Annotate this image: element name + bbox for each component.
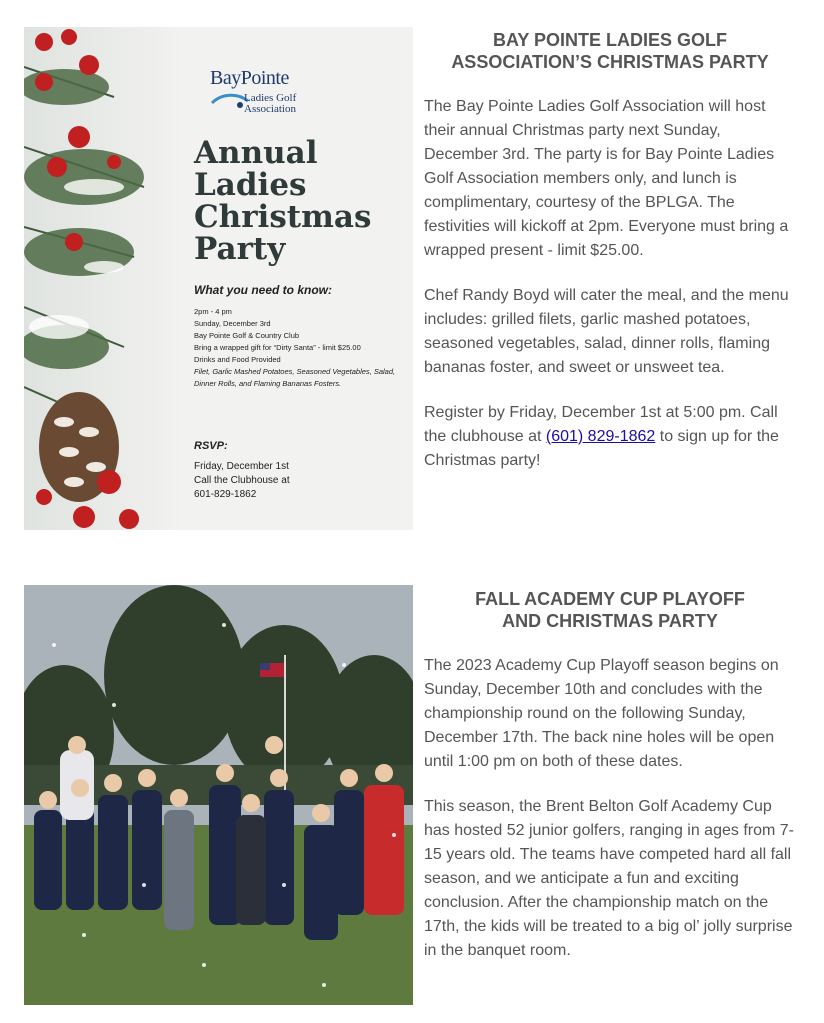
rsvp-item: Friday, December 1st [194,461,289,472]
christmas-party-register-paragraph [424,401,796,473]
need-item: Filet, Garlic Mashed Potatoes, Seasoned Vegetables, Salad, Dinner Rolls, and Flaming Bananas Fosters. [194,367,396,388]
rsvp-item: Call the Clubhouse at [194,475,290,486]
need-item: Drinks and Food Provided [194,355,281,364]
register-text-end: to sign up for the Christmas party! [424,428,779,469]
logo-line-3: Association [244,103,296,115]
junior-golfers-group-photo [24,585,413,1005]
need-item: 2pm - 4 pm [194,307,232,316]
need-item: Bring a wrapped gift for “Dirty Santa” - limit $25.00 [194,343,361,352]
need-item: Sunday, December 3rd [194,319,271,328]
christmas-party-heading: BAY POINTE LADIES GOLF ASSOCIATION’S CHRISTMAS PARTY [451,30,769,72]
need-to-know-heading: What you need to know: [194,283,332,297]
rsvp-details [194,460,344,502]
christmas-party-text [424,29,796,473]
academy-cup-season-paragraph: This season, the Brent Belton Golf Academy Cup has hosted 52 junior golfers, ranging in ages from 7-15 years old. The teams have competed hard all fall season, and we anticipate a fun and exciting conclusion. After the championship match on the 17th, the kids will be treated to a big ol’ jolly surprise in the banquet room. [424,798,794,959]
group-photo-image [24,585,413,1005]
christmas-party-paragraph: The Bay Pointe Ladies Golf Association will host their annual Christmas party next Sunday, December 3rd. The party is for Bay Pointe Ladies Golf Association members only, and lunch is complimentary, courtesy of the BPLGA. The festivities will kickoff at 2pm. Everyone must bring a wrapped present - limit $25.00. [424,98,789,259]
christmas-party-menu-paragraph: Chef Randy Boyd will cater the meal, and the menu includes: grilled filets, garlic mashed potatoes, seasoned vegetables, salad, dinner rolls, flaming bananas foster, and sweet or unsweet tea. [424,287,789,376]
register-text-start: Register by Friday, December 1st at 5:00 pm. Call the clubhouse at [424,404,778,445]
clubhouse-phone-link[interactable]: (601) 829-1862 [545,428,656,445]
logo-line-2: Ladies Golf [244,92,297,104]
academy-cup-heading: FALL ACADEMY CUP PLAYOFF AND CHRISTMAS PARTY [475,589,745,631]
holiday-decor-illustration [24,27,184,530]
academy-cup-section [0,560,824,1023]
flyer-title: Annual Ladies Christmas Party [194,135,372,267]
christmas-party-flyer [24,27,413,530]
need-item: Bay Pointe Golf & Country Club [194,331,300,340]
rsvp-heading: RSVP: [194,440,228,452]
rsvp-item: 601-829-1862 [194,489,257,500]
academy-cup-schedule-paragraph: The 2023 Academy Cup Playoff season begins on Sunday, December 10th and concludes with the championship round on the following Sunday, December 17th. The back nine holes will be open until 1:00 pm on both of these dates. [424,657,779,770]
logo-name: BayPointe [210,67,289,89]
academy-cup-text [424,588,796,963]
bay-pointe-logo [210,67,330,117]
need-to-know-list [194,306,409,390]
